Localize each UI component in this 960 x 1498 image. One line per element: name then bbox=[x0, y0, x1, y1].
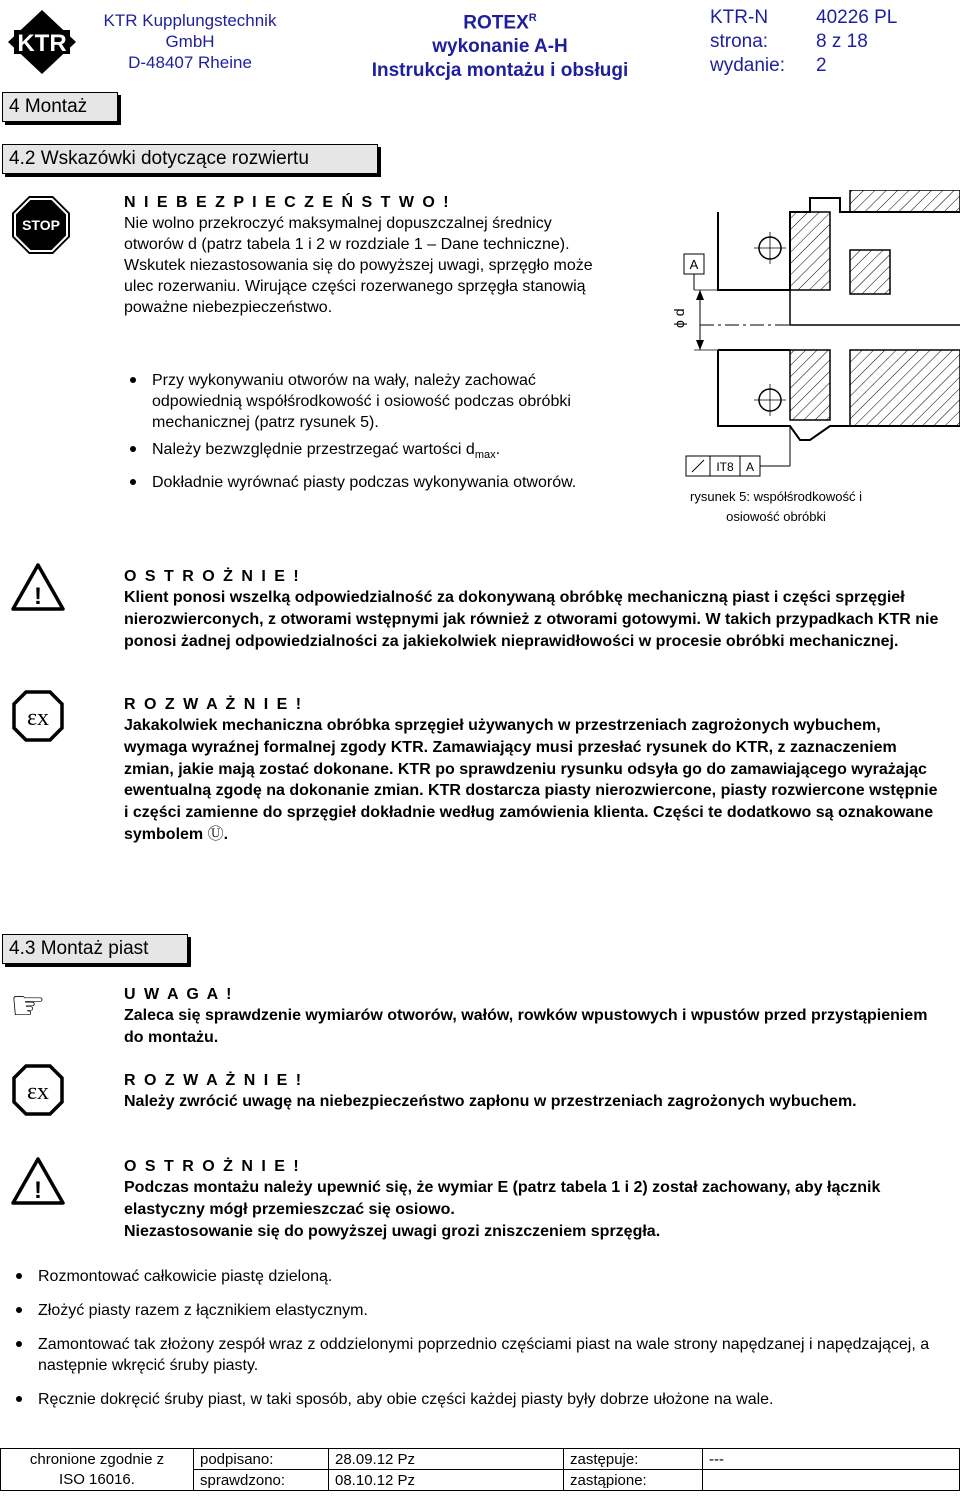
consider-heading-2: R O Z W A Ż N I E ! bbox=[124, 1072, 304, 1089]
signed-value: 28.09.12 Pz bbox=[329, 1449, 564, 1470]
ktr-logo bbox=[6, 8, 78, 76]
list-item: Rozmontować całkowicie piastę dzieloną. bbox=[10, 1266, 950, 1287]
header bbox=[0, 0, 960, 82]
stop-label: STOP bbox=[22, 217, 60, 233]
edition-label: wydanie: bbox=[710, 55, 785, 76]
footer-table bbox=[0, 1448, 960, 1491]
caution-heading-2: O S T R O Ż N I E ! bbox=[124, 1158, 301, 1175]
iso-note-line1: chronione zgodnie z bbox=[29, 1450, 165, 1468]
replaced-value bbox=[703, 1470, 960, 1491]
caution-heading: O S T R O Ż N I E ! bbox=[124, 568, 301, 585]
doc-id-label: KTR-N bbox=[710, 7, 769, 28]
replaces-label: zastępuje: bbox=[564, 1449, 703, 1470]
page-label: strona: bbox=[710, 31, 769, 52]
list-item: Przy wykonywaniu otworów na wały, należy zachować odpowiednią współśrodkowość i osiowość podczas obróbki mechanicznej (patrz rysunek 5). bbox=[124, 370, 584, 433]
iso-note-line2: ISO 16016. bbox=[59, 1470, 135, 1488]
datum-label: A bbox=[689, 257, 699, 272]
pointing-hand-icon: ☞ bbox=[10, 983, 46, 1029]
warning-icon bbox=[10, 562, 66, 612]
list-item: Dokładnie wyrównać piasty podczas wykonywania otworów. bbox=[124, 472, 584, 493]
company-form: GmbH bbox=[165, 32, 215, 51]
section-4-2-title: 4.2 Wskazówki dotyczące rozwiertu bbox=[2, 144, 378, 174]
product-name: ROTEX bbox=[463, 12, 529, 34]
danger-text: Nie wolno przekroczyć maksymalnej dopuszczalnej średnicy otworów d (patrz tabela 1 i 2 w rozdziale 1 – Dane techniczne). Wskutek niezastosowania się do powyższej uwagi, sprzęgło może ulec rozerwaniu. Wirujące części rozerwanego sprzęgła stanowią poważne niebezpieczeństwo. bbox=[124, 215, 593, 316]
list-item: Zamontować tak złożony zespół wraz z oddzielonymi poprzednio częściami piast na wale strony napędzanej i napędzającej, a następnie wkręcić śruby piasty. bbox=[10, 1334, 950, 1376]
note-heading: U W A G A ! bbox=[124, 986, 234, 1003]
checked-value: 08.10.12 Pz bbox=[329, 1470, 564, 1491]
company-name: KTR Kupplungstechnik bbox=[103, 11, 277, 30]
danger-heading: N I E B E Z P I E C Z E Ń S T W O ! bbox=[124, 194, 451, 211]
svg-text:εx: εx bbox=[26, 1079, 50, 1105]
stop-icon bbox=[10, 194, 72, 256]
tolerance-datum: A bbox=[745, 460, 755, 474]
svg-text:!: ! bbox=[34, 583, 42, 610]
warning-icon bbox=[10, 1156, 66, 1206]
section-4-title: 4 Montaż bbox=[2, 92, 118, 122]
note-text: Zaleca się sprawdzenie wymiarów otworów, wałów, rowków wpustowych i wpustów przed przystąpieniem do montażu. bbox=[124, 1007, 928, 1046]
section-4-3-title: 4.3 Montaż piast bbox=[2, 934, 188, 964]
svg-text:εx: εx bbox=[26, 705, 50, 731]
ex-icon bbox=[12, 1064, 64, 1116]
assembly-steps bbox=[10, 1266, 950, 1416]
svg-text:!: ! bbox=[34, 1177, 42, 1204]
registered-mark: R bbox=[528, 12, 537, 24]
consider-text-2: Należy zwrócić uwagę na niebezpieczeństwo zapłonu w przestrzeniach zagrożonych wybuchem. bbox=[124, 1093, 857, 1110]
replaces-value: --- bbox=[703, 1449, 960, 1470]
page-number: 8 z 18 bbox=[816, 31, 868, 52]
list-item: Złożyć piasty razem z łącznikiem elastycznym. bbox=[10, 1300, 950, 1321]
u-symbol-icon: Ⓤ bbox=[207, 825, 224, 843]
ex-icon bbox=[12, 690, 64, 742]
replaced-label: zastąpione: bbox=[564, 1470, 703, 1491]
edition-number: 2 bbox=[816, 55, 827, 76]
checked-label: sprawdzono: bbox=[194, 1470, 329, 1491]
document-title: Instrukcja montażu i obsługi bbox=[371, 60, 629, 82]
company-address: D-48407 Rheine bbox=[128, 53, 252, 72]
figure-5-caption: rysunek 5: współśrodkowość i osiowość obróbki bbox=[690, 489, 862, 524]
caution-text-2b: Niezastosowanie się do powyższej uwagi grozi zniszczeniem sprzęgła. bbox=[124, 1223, 661, 1240]
svg-text:KTR: KTR bbox=[17, 30, 67, 57]
consider-heading: R O Z W A Ż N I E ! bbox=[124, 696, 304, 713]
tolerance-grade: IT8 bbox=[716, 460, 734, 474]
signed-label: podpisano: bbox=[194, 1449, 329, 1470]
caution-text-2a: Podczas montażu należy upewnić się, że wymiar E (patrz tabela 1 i 2) został zachowany, aby łącznik elastyczny mógł przemieszczać się osiowo. bbox=[124, 1179, 881, 1218]
diameter-label: ϕ d bbox=[671, 308, 687, 328]
doc-id: 40226 PL bbox=[816, 7, 898, 28]
figure-5-drawing bbox=[660, 190, 960, 490]
caution-text: Klient ponosi wszelką odpowiedzialność za dokonywaną obróbkę mechaniczną piast i części sprzęgieł nierozwierconych, z otworami wstępnymi jak również z otworami gotowymi. W takich przypadkach KTR nie ponosi żadnej odpowiedzialności za jakiekolwiek nieprawidłowości w procesie obróbki mechanicznej. bbox=[124, 589, 939, 650]
list-item: Ręcznie dokręcić śruby piast, w taki sposób, aby obie części każdej piasty były dobrze ułożone na wale. bbox=[10, 1389, 950, 1410]
consider-text: Jakakolwiek mechaniczna obróbka sprzęgieł używanych w przestrzeniach zagrożonych wybuchem, wymaga wyraźnej formalnej zgody KTR. Zamawiający musi przesłać rysunek do KTR, z zaznaczeniem zmian, jakie mają zostać dokonane. KTR po sprawdzeniu rysunku odsyła go do zamawiającego wyrażając ewentualną zgodę na dokonanie zmian. KTR dostarcza piasty nierozwiercone, piasty rozwiercone wstępnie i części zamienne do sprzęgieł dokładnie według zamówienia klienta. Części te dodatkowo są oznakowane symbolem bbox=[124, 717, 938, 843]
list-item: Należy bezwzględnie przestrzegać wartości $d_{max}$. bbox=[124, 439, 584, 466]
product-variant: wykonanie A-H bbox=[432, 36, 568, 58]
reaming-bullets bbox=[124, 370, 584, 499]
